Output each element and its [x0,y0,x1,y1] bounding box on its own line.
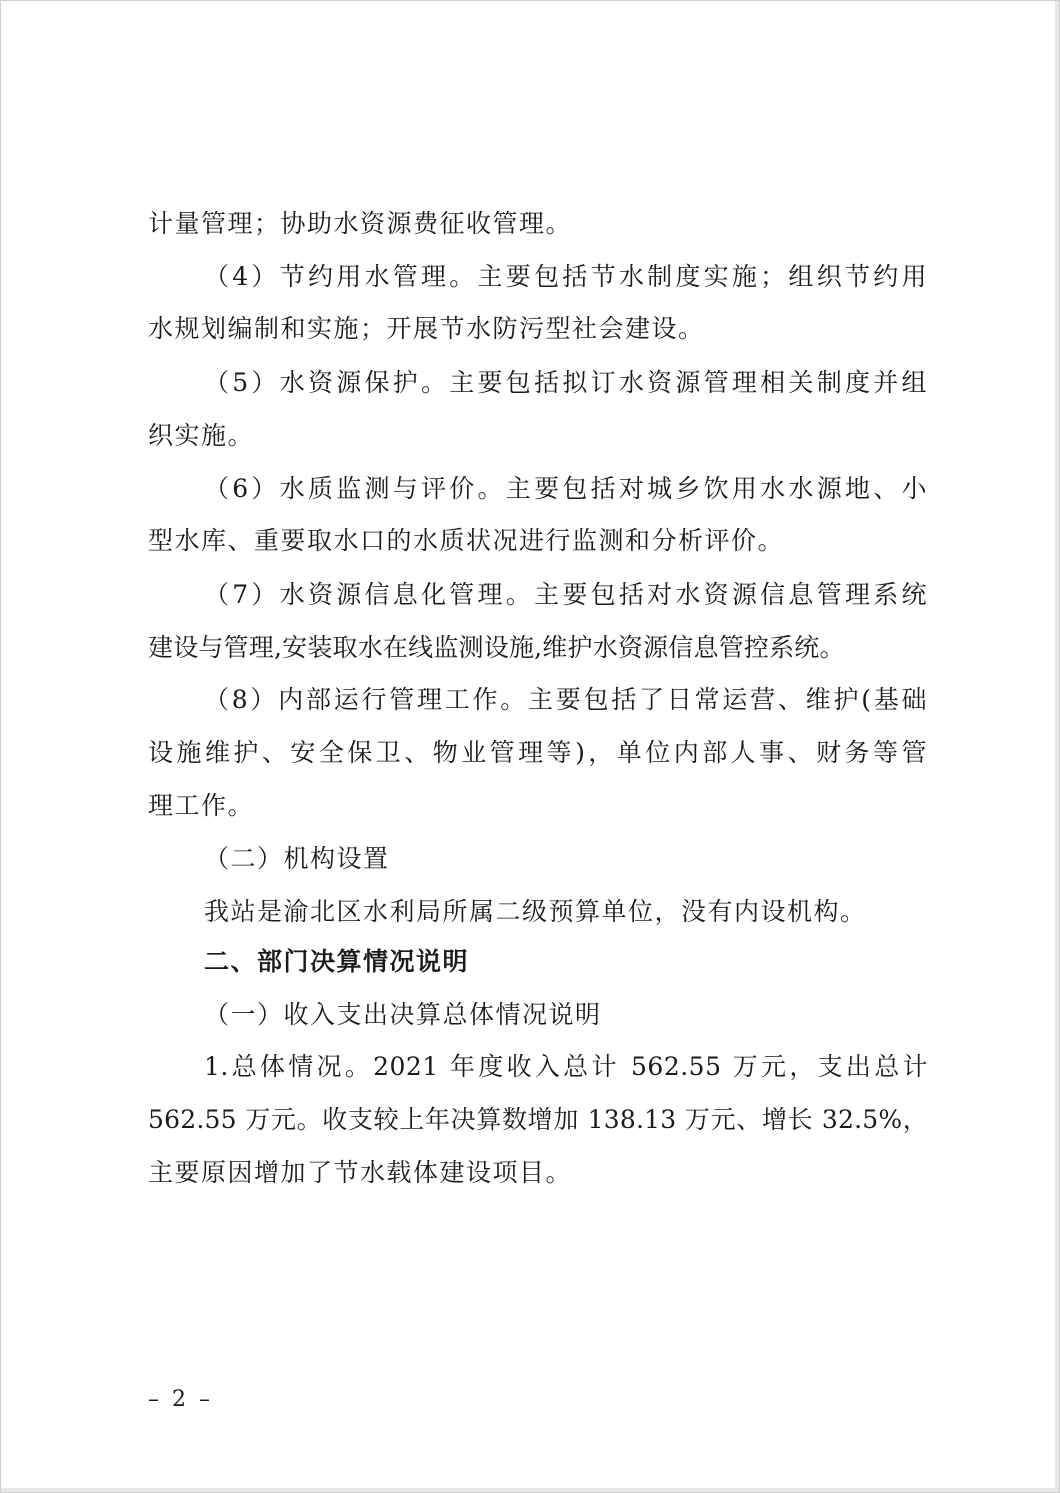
text-line: 水规划编制和实施；开展节水防污型社会建设。 [148,314,705,343]
text-line: （7）水资源信息化管理。主要包括对水资源信息管理系统 [204,580,928,609]
text-line: 设施维护、安全保卫、物业管理等)，单位内部人事、财务等管 [148,738,928,767]
text-line: 计量管理；协助水资源费征收管理。 [148,209,573,238]
section-heading: （一）收入支出决算总体情况说明 [204,1000,602,1029]
text-line: 理工作。 [148,791,255,820]
text-line: 我站是渝北区水利局所属二级预算单位，没有内设机构。 [204,897,867,926]
text-line: （6）水质监测与评价。主要包括对城乡饮用水水源地、小 [204,474,928,503]
text-line: 1.总体情况。2021 年度收入总计 562.55 万元，支出总计 [204,1052,928,1081]
text-line: 主要原因增加了节水载体建设项目。 [148,1158,573,1187]
text-line: 562.55 万元。收支较上年决算数增加 138.13 万元、增长 32.5%， [148,1105,928,1134]
chapter-heading: 二、部门决算情况说明 [204,947,470,976]
text-line: （5）水资源保护。主要包括拟订水资源管理相关制度并组 [204,368,928,397]
text-line: 型水库、重要取水口的水质状况进行监测和分析评价。 [148,526,785,555]
page-number: – 2 – [148,1387,213,1412]
text-line: （4）节约用水管理。主要包括节水制度实施；组织节约用 [204,262,928,291]
text-line: 建设与管理,安装取水在线监测设施,维护水资源信息管控系统。 [148,633,845,662]
text-line: 织实施。 [148,421,255,450]
text-line: （8）内部运行管理工作。主要包括了日常运营、维护(基础 [204,685,928,714]
section-heading: （二）机构设置 [204,844,390,873]
